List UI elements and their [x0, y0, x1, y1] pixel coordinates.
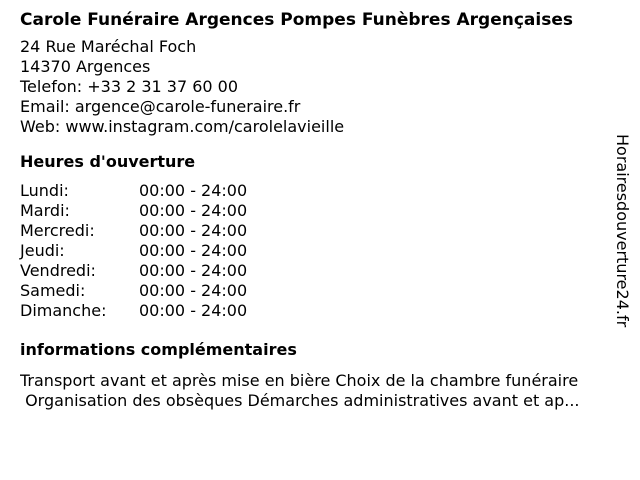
hours-row-samedi — [20, 281, 620, 301]
day-label: Mercredi: — [20, 221, 95, 240]
business-card — [20, 10, 620, 411]
day-label: Mardi: — [20, 201, 70, 220]
hours-row-lundi — [20, 181, 620, 201]
hours-row-jeudi — [20, 241, 620, 261]
business-name: Carole Funéraire Argences Pompes Funèbres Argençaises — [20, 10, 573, 30]
phone-line: Telefon: +33 2 31 37 60 00 — [20, 77, 239, 96]
contact-block — [20, 37, 620, 137]
hours-row-dimanche — [20, 301, 620, 321]
web-line: Web: www.instagram.com/carolelavieille — [20, 117, 345, 136]
day-label: Jeudi: — [20, 241, 65, 260]
email-line: Email: argence@carole-funeraire.fr — [20, 97, 301, 116]
info-line: Organisation des obsèques Démarches administratives avant et ap... — [20, 391, 580, 410]
day-hours: 00:00 - 24:00 — [139, 181, 248, 200]
site-watermark: Horairesdouverture24.fr — [613, 134, 632, 328]
info-heading: informations complémentaires — [20, 340, 297, 359]
day-hours: 00:00 - 24:00 — [139, 261, 248, 280]
day-hours: 00:00 - 24:00 — [139, 221, 248, 240]
address-street: 24 Rue Maréchal Foch — [20, 37, 197, 56]
day-hours: 00:00 - 24:00 — [139, 301, 248, 320]
hours-row-mercredi — [20, 221, 620, 241]
hours-table — [20, 181, 620, 321]
address-city: 14370 Argences — [20, 57, 151, 76]
day-label: Lundi: — [20, 181, 69, 200]
day-hours: 00:00 - 24:00 — [139, 281, 248, 300]
day-hours: 00:00 - 24:00 — [139, 201, 248, 220]
day-label: Dimanche: — [20, 301, 107, 320]
day-label: Samedi: — [20, 281, 86, 300]
info-line: Transport avant et après mise en bière Choix de la chambre funéraire — [20, 371, 579, 390]
hours-row-mardi — [20, 201, 620, 221]
info-description — [20, 371, 626, 411]
hours-row-vendredi — [20, 261, 620, 281]
hours-heading: Heures d'ouverture — [20, 152, 196, 171]
day-hours: 00:00 - 24:00 — [139, 241, 248, 260]
day-label: Vendredi: — [20, 261, 96, 280]
